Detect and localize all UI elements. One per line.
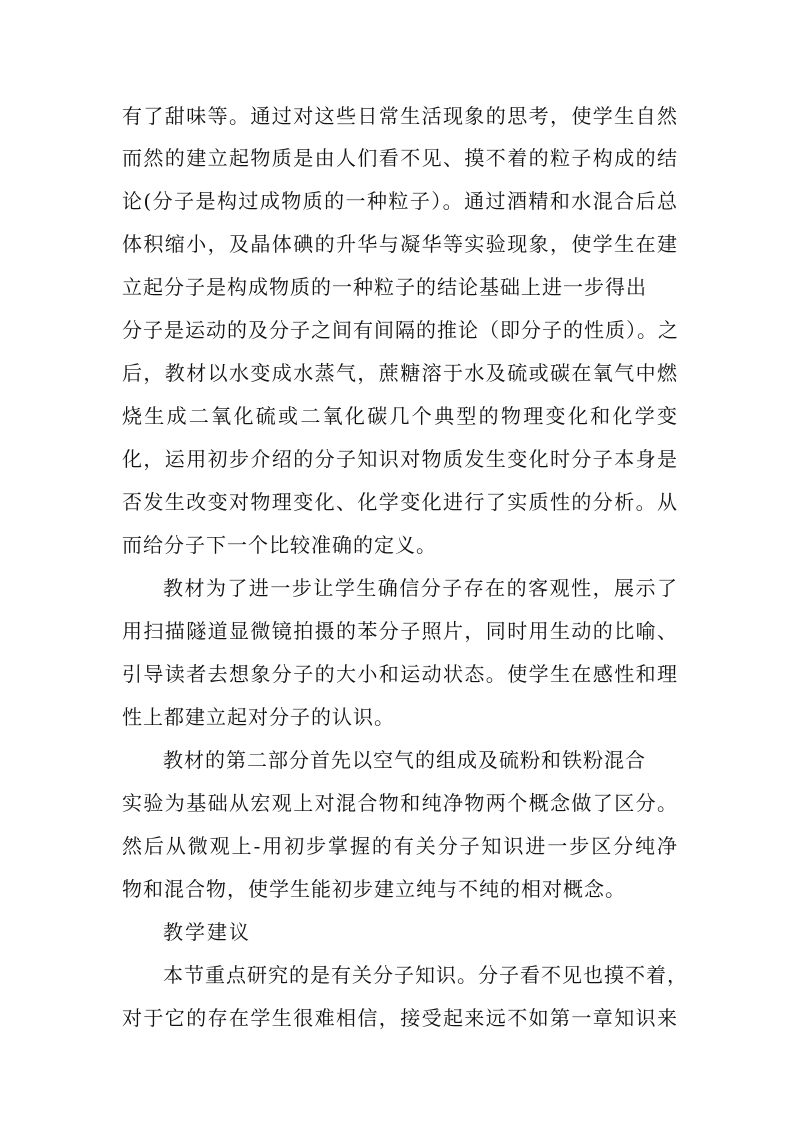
text-line: 否发生改变对物理变化、化学变化进行了实质性的分析。从 [122,490,678,514]
text-line: 而给分子下一个比较准确的定义。 [122,533,437,557]
text-line: 后，教材以水变成水蒸气，蔗糖溶于水及硫或碳在氧气中燃 [122,361,678,385]
text-line: 化，运用初步介绍的分子知识对物质发生变化时分子本身是 [122,447,678,471]
text-line: 引导读者去想象分子的大小和运动状态。使学生在感性和理 [122,662,678,686]
text-line: 物和混合物，使学生能初步建立纯与不纯的相对概念。 [122,877,626,901]
text-line: 分子是运动的及分子之间有间隔的推论（即分子的性质）。之 [122,318,679,342]
text-line: 用扫描隧道显微镜拍摄的苯分子照片，同时用生动的比喻、 [122,619,678,643]
paragraph-first-line: 教材的第二部分首先以空气的组成及硫粉和铁粉混合 [163,748,646,772]
text-line: 有了甜味等。通过对这些日常生活现象的思考，使学生自然 [122,104,678,128]
text-line: 烧生成二氧化硫或二氧化碳几个典型的物理变化和化学变 [122,404,678,428]
text-line: 性上都建立起对分子的认识。 [122,705,395,729]
text-line: 实验为基础从宏观上对混合物和纯净物两个概念做了区分。 [122,791,678,815]
text-line: 对于它的存在学生很难相信，接受起来远不如第一章知识来 [122,1006,678,1030]
paragraph-first-line: 教材为了进一步让学生确信分子存在的客观性，展示了 [163,576,678,600]
text-line: 而然的建立起物质是由人们看不见、摸不着的粒子构成的结 [122,146,678,170]
text-line: 然后从微观上-用初步掌握的有关分子知识进一步区分纯净 [122,834,678,858]
text-line: 论(分子是构过成物质的一种粒子）。通过酒精和水混合后总 [122,189,678,213]
text-line: 体积缩小，及晶体碘的升华与凝华等实验现象，使学生在建 [122,232,678,256]
paragraph-first-line: 本节重点研究的是有关分子知识。分子看不见也摸不着， [163,963,688,987]
text-line: 立起分子是构成物质的一种粒子的结论基础上进一步得出 [122,275,647,299]
section-heading: 教学建议 [163,920,251,944]
